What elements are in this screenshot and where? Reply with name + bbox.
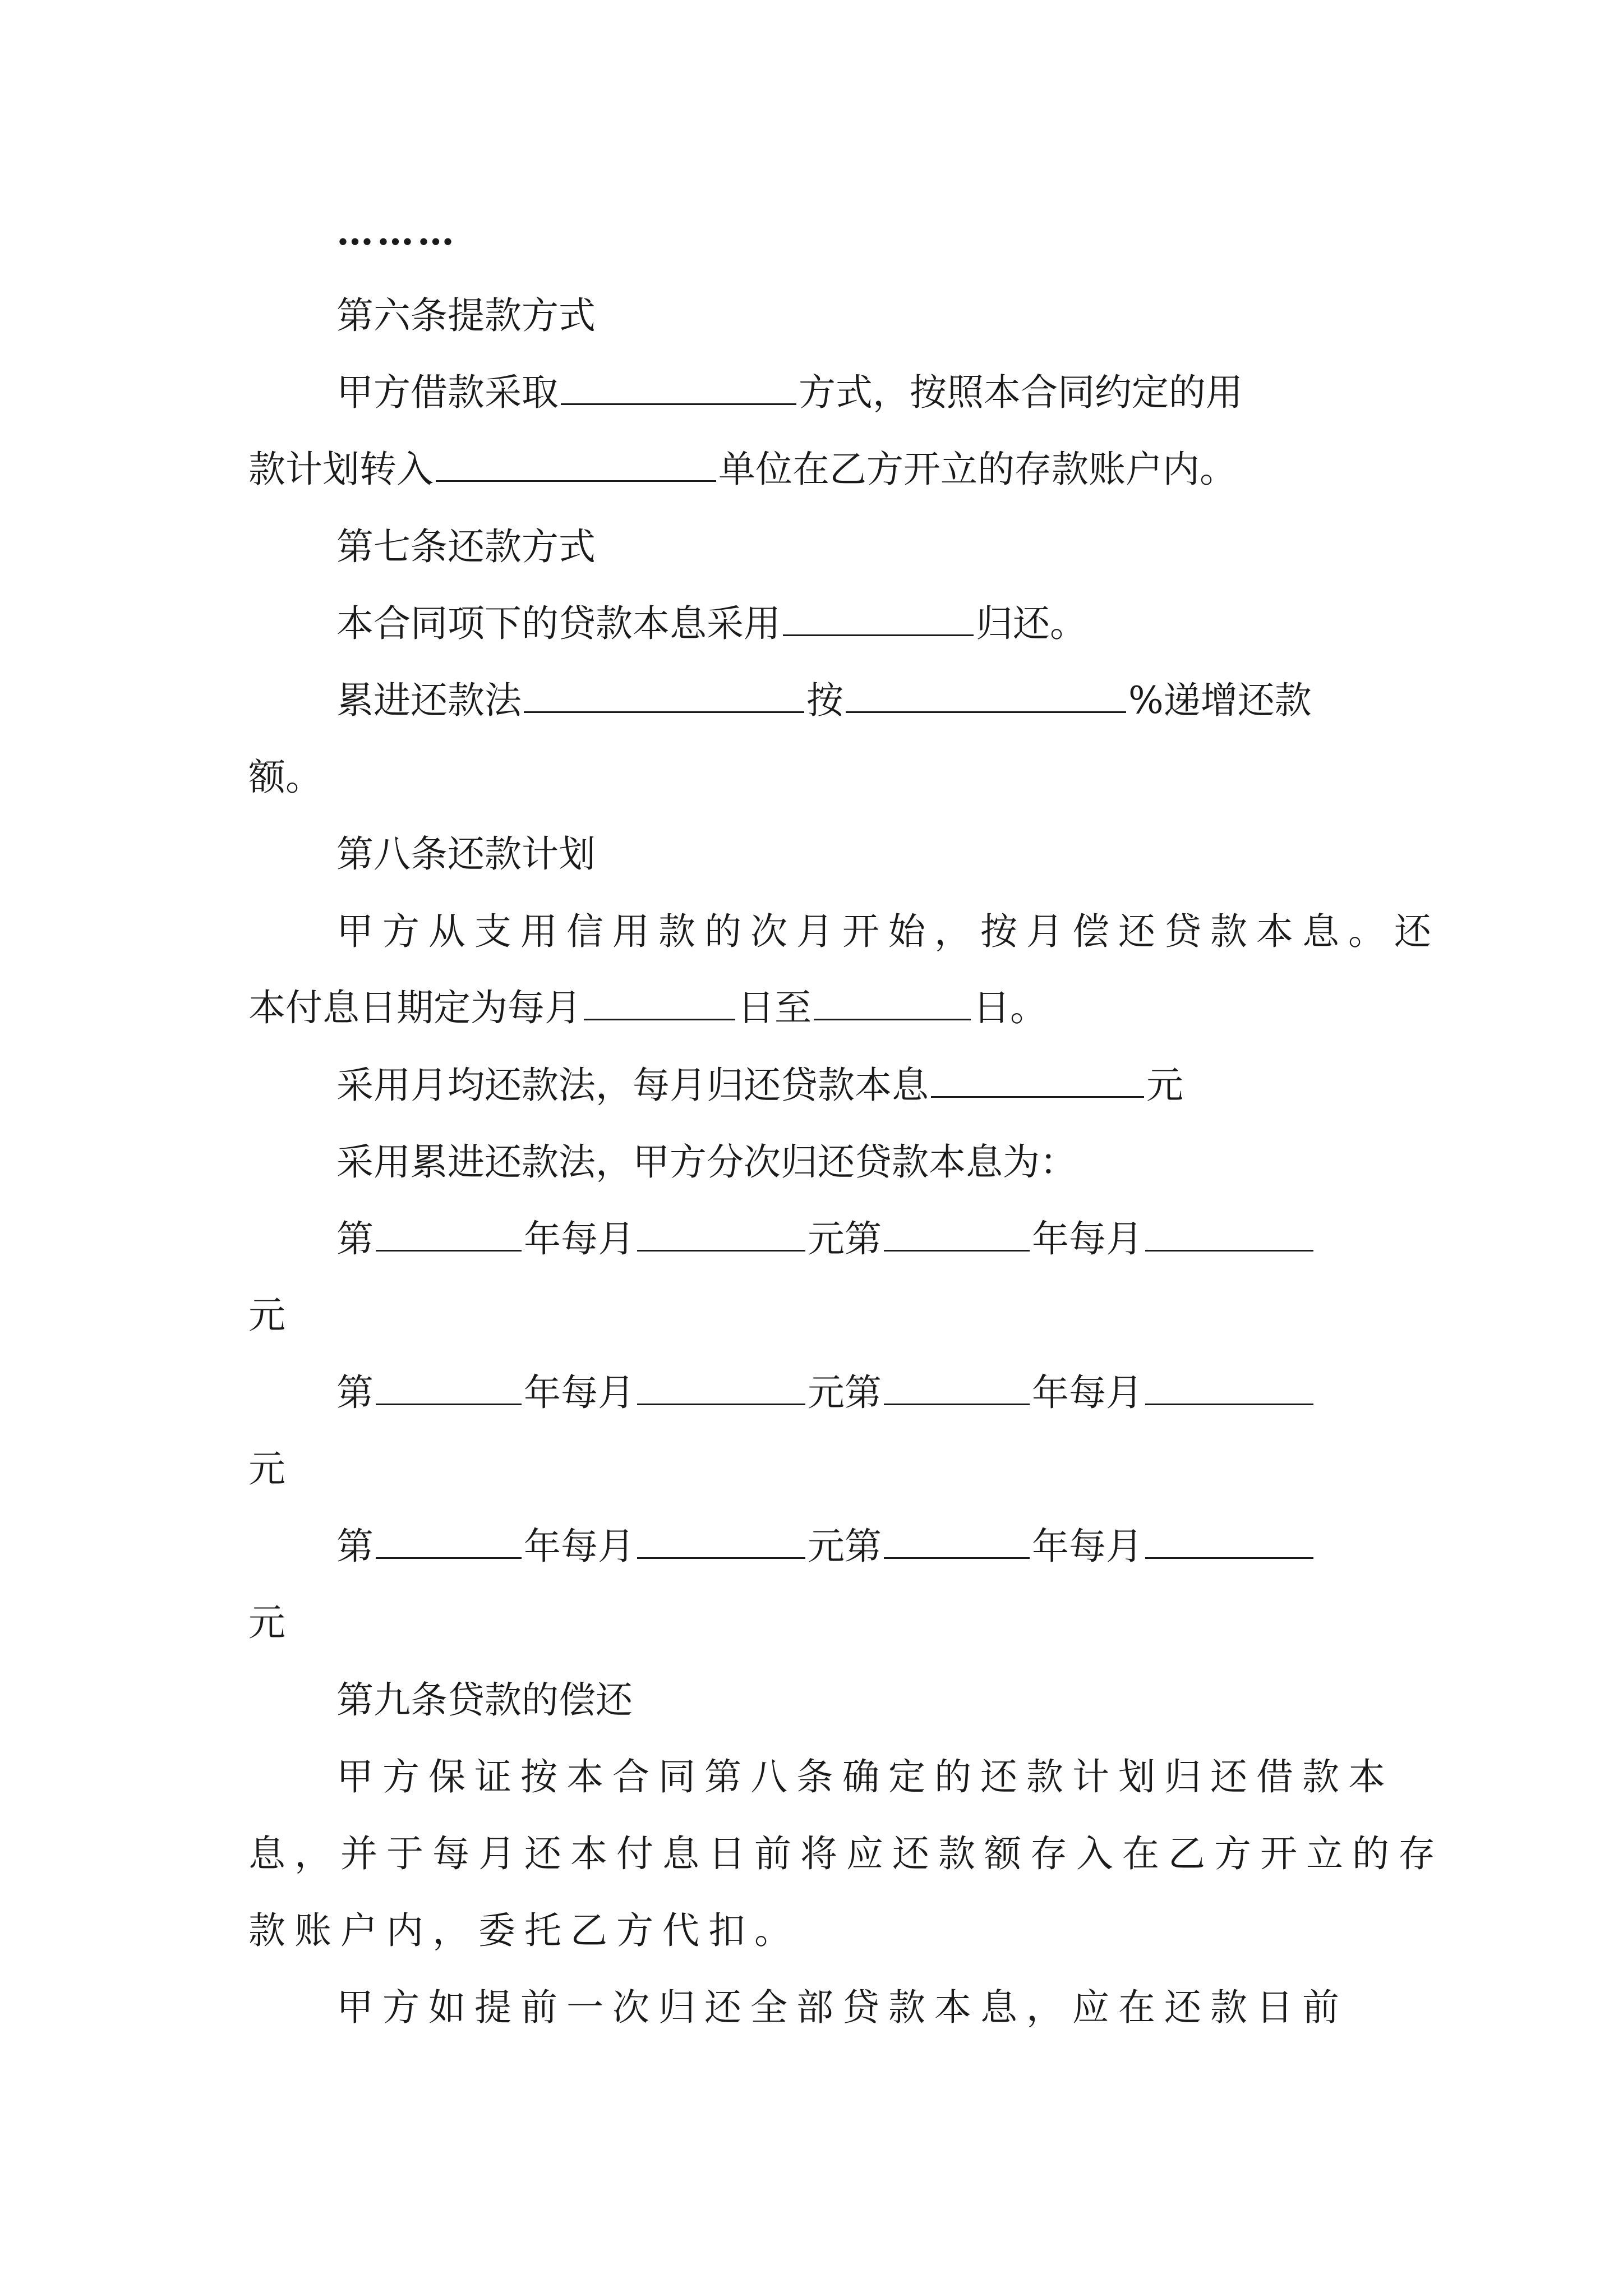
fill-in-blank[interactable] <box>524 678 804 713</box>
ellipsis: ……… <box>336 210 458 254</box>
repayment-row-1 <box>336 1214 1316 1264</box>
fill-in-blank[interactable] <box>884 1370 1030 1405</box>
article-8-paragraph-line-2 <box>248 983 1047 1033</box>
fill-in-blank[interactable] <box>1145 1216 1313 1251</box>
text: 采用月均还款法，每月归还贷款本息 <box>336 1064 929 1107</box>
article-6-paragraph-line-2 <box>248 444 1237 495</box>
article-7-heading: 第七条还款方式 <box>336 525 596 568</box>
text: 年每月 <box>1032 1525 1143 1568</box>
fill-in-blank[interactable] <box>884 1524 1030 1559</box>
text: 第 <box>336 1217 374 1260</box>
fill-in-blank[interactable] <box>846 678 1126 713</box>
article-9-paragraph-line-1: 甲方保证按本合同第八条确定的还款计划归还借款本 <box>336 1755 1394 1798</box>
fill-in-blank[interactable] <box>814 985 971 1020</box>
text: 年每月 <box>524 1217 635 1260</box>
fill-in-blank[interactable] <box>376 1524 522 1559</box>
text: 元第 <box>808 1525 882 1568</box>
repayment-row-2-unit: 元 <box>248 1447 285 1490</box>
article-6-paragraph-line-1 <box>336 367 1243 418</box>
fill-in-blank[interactable] <box>436 447 716 482</box>
text: 年每月 <box>524 1525 635 1568</box>
article-7-paragraph-line-2 <box>336 675 1312 726</box>
text: 年每月 <box>1032 1371 1143 1414</box>
text: 款计划转入 <box>248 448 434 491</box>
fill-in-blank[interactable] <box>931 1062 1144 1098</box>
text: 元第 <box>808 1371 882 1414</box>
text: 本合同项下的贷款本息采用 <box>336 602 781 645</box>
repayment-row-3 <box>336 1521 1316 1572</box>
text: 元第 <box>808 1217 882 1260</box>
text: 年每月 <box>1032 1217 1143 1260</box>
text: 甲方借款采取 <box>336 371 559 414</box>
article-9-paragraph-line-2: 息，并于每月还本付息日前将应还款额存入在乙方开立的存 <box>248 1832 1444 1875</box>
text: 归还。 <box>976 602 1087 645</box>
text: 元 <box>1146 1064 1183 1107</box>
text: %递增还款 <box>1128 679 1312 722</box>
article-7-paragraph-line-3: 额。 <box>248 756 322 799</box>
text: 按 <box>806 679 843 722</box>
article-9-heading: 第九条贷款的偿还 <box>336 1678 633 1722</box>
fill-in-blank[interactable] <box>584 985 735 1020</box>
article-6-heading: 第六条提款方式 <box>336 294 596 337</box>
repayment-row-2 <box>336 1368 1316 1418</box>
repayment-row-1-unit: 元 <box>248 1294 285 1337</box>
text: 第 <box>336 1371 374 1414</box>
text: 第 <box>336 1525 374 1568</box>
text: 方式，按照本合同约定的用 <box>799 371 1243 414</box>
text: 本付息日期定为每月 <box>248 986 582 1029</box>
text: 日。 <box>973 986 1047 1029</box>
fill-in-blank[interactable] <box>376 1216 522 1251</box>
repayment-row-3-unit: 元 <box>248 1601 285 1644</box>
article-8-paragraph-line-1: 甲方从支用信用款的次月开始，按月偿还贷款本息。还 <box>336 910 1440 953</box>
fill-in-blank[interactable] <box>884 1216 1030 1251</box>
text: 单位在乙方开立的存款账户内。 <box>718 448 1237 491</box>
article-8-heading: 第八条还款计划 <box>336 832 596 876</box>
article-7-paragraph-line-1 <box>336 599 1087 649</box>
fill-in-blank[interactable] <box>561 370 796 405</box>
fill-in-blank[interactable] <box>1145 1524 1313 1559</box>
article-8-paragraph-line-4: 采用累进还款法，甲方分次归还贷款本息为： <box>336 1140 1077 1184</box>
article-9-paragraph-line-3: 款账户内，委托乙方代扣。 <box>248 1909 800 1952</box>
article-8-paragraph-line-3 <box>336 1060 1183 1111</box>
fill-in-blank[interactable] <box>637 1216 805 1251</box>
text: 日至 <box>737 986 811 1029</box>
fill-in-blank[interactable] <box>1145 1370 1313 1405</box>
fill-in-blank[interactable] <box>637 1524 805 1559</box>
text: 年每月 <box>524 1371 635 1414</box>
fill-in-blank[interactable] <box>376 1370 522 1405</box>
article-9-paragraph-line-4: 甲方如提前一次归还全部贷款本息，应在还款日前 <box>336 1986 1348 2029</box>
fill-in-blank[interactable] <box>637 1370 805 1405</box>
fill-in-blank[interactable] <box>783 601 974 636</box>
text: 累进还款法 <box>336 679 522 722</box>
